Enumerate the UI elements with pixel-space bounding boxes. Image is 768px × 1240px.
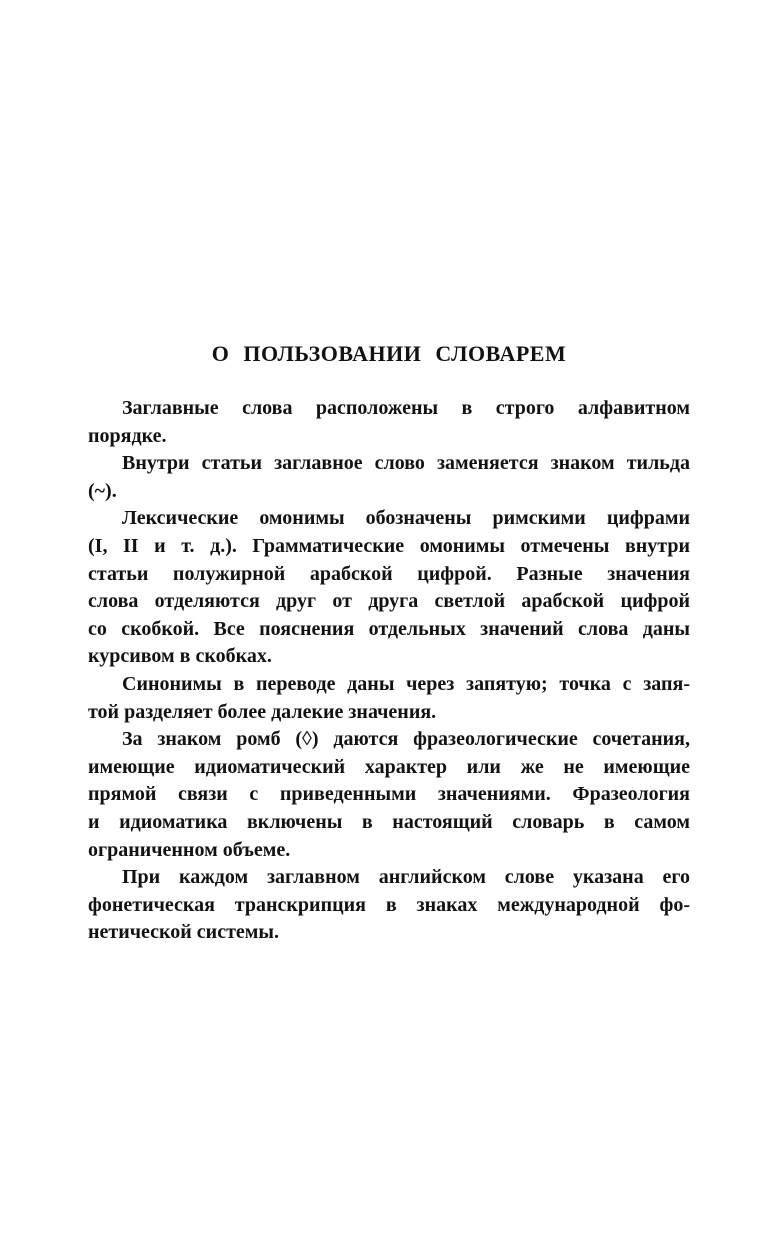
paragraph [88, 505, 690, 671]
text-line: имеющие идиоматический характер или же не имеющие [88, 755, 690, 778]
paragraph [88, 450, 690, 505]
text-line: Внутри статьи заглавное слово заменяется знаком тильда [122, 452, 690, 475]
text-block [88, 341, 690, 947]
text-line: Синонимы в переводе даны через запятую; точка с запя- [122, 672, 690, 695]
text-line: курсивом в скобках. [88, 645, 272, 668]
paragraph [88, 726, 690, 864]
text-line: той разделяет более далекие значения. [88, 700, 437, 723]
paragraph [88, 395, 690, 450]
text-line: со скобкой. Все пояснения отдельных значений слова даны [88, 617, 690, 640]
text-line: (~). [88, 479, 117, 502]
text-line: При каждом заглавном английском слове указана его [122, 866, 690, 889]
text-line: нетической системы. [88, 921, 280, 944]
text-line: За знаком ромб (◊) даются фразеологические сочетания, [122, 728, 690, 751]
text-line: фонетическая транскрипция в знаках международной фо- [88, 893, 690, 916]
text-line: Лексические омонимы обозначены римскими цифрами [122, 507, 690, 530]
paragraph [88, 864, 690, 947]
text-line: ограниченном объеме. [88, 838, 291, 861]
paragraph [88, 671, 690, 726]
text-line: (I, II и т. д.). Грамматические омонимы отмечены внутри [88, 534, 690, 557]
text-line: статьи полужирной арабской цифрой. Разные значения [88, 562, 690, 585]
page-title: О ПОЛЬЗОВАНИИ СЛОВАРЕМ [211, 341, 567, 366]
text-line: прямой связи с приведенными значениями. Фразеология [88, 783, 690, 806]
text-line: порядке. [88, 424, 167, 447]
text-line: слова отделяются друг от друга светлой арабской цифрой [88, 590, 690, 613]
text-line: Заглавные слова расположены в строго алфавитном [122, 397, 690, 419]
text-line: и идиоматика включены в настоящий словарь в самом [88, 810, 690, 833]
body-text [88, 395, 690, 947]
